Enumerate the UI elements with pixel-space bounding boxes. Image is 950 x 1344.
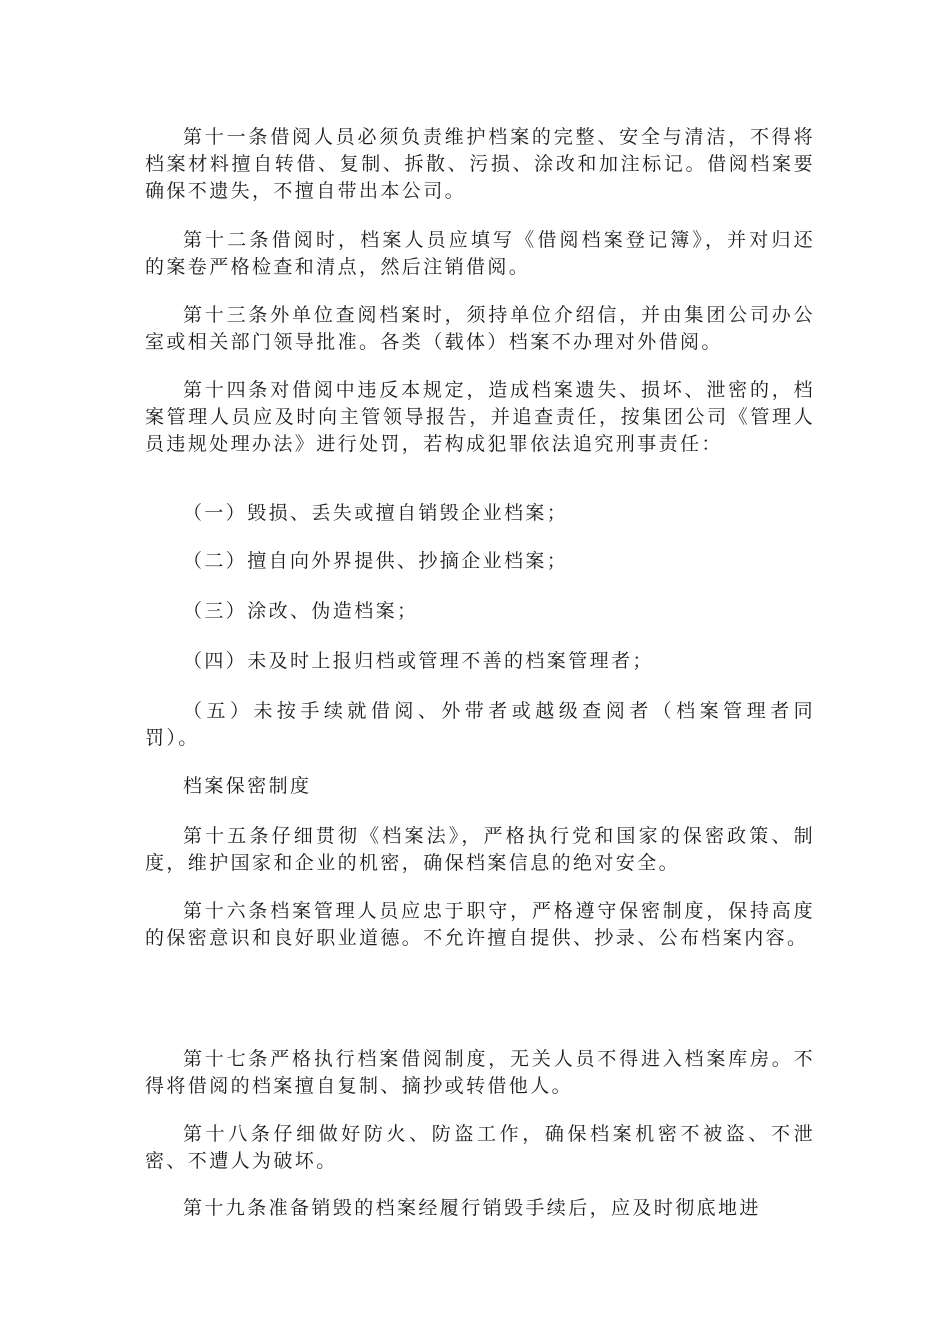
article-15-paragraph: 第十五条仔细贯彻《档案法》，严格执行党和国家的保密政策、制度，维护国家和企业的机密，确保档案信息的绝对安全。 — [145, 825, 815, 874]
list-item-1: （一）毁损、丢失或擅自销毁企业档案； — [183, 502, 569, 524]
list-item-2: （二）擅自向外界提供、抄摘企业档案； — [183, 550, 569, 572]
list-item-4: （四）未及时上报归档或管理不善的档案管理者； — [183, 650, 654, 672]
article-19-paragraph: 第十九条准备销毁的档案经履行销毁手续后，应及时彻底地进 — [183, 1197, 761, 1219]
article-16-paragraph: 第十六条档案管理人员应忠于职守，严格遵守保密制度，保持高度的保密意识和良好职业道德。不允许擅自提供、抄录、公布档案内容。 — [145, 900, 815, 949]
section-heading: 档案保密制度 — [183, 775, 312, 797]
list-item-5: （五）未按手续就借阅、外带者或越级查阅者（档案管理者同罚）。 — [145, 700, 815, 749]
article-13-paragraph: 第十三条外单位查阅档案时，须持单位介绍信，并由集团公司办公室或相关部门领导批准。各类（载体）档案不办理对外借阅。 — [145, 304, 815, 353]
article-18-paragraph: 第十八条仔细做好防火、防盗工作，确保档案机密不被盗、不泄密、不遭人为破坏。 — [145, 1123, 815, 1172]
article-11-paragraph: 第十一条借阅人员必须负责维护档案的完整、安全与清洁，不得将档案材料擅自转借、复制、拆散、污损、涂改和加注标记。借阅档案要确保不遗失，不擅自带出本公司。 — [145, 126, 815, 202]
article-17-paragraph: 第十七条严格执行档案借阅制度，无关人员不得进入档案库房。不得将借阅的档案擅自复制、摘抄或转借他人。 — [145, 1048, 815, 1097]
list-item-3: （三）涂改、伪造档案； — [183, 600, 419, 622]
article-12-paragraph: 第十二条借阅时，档案人员应填写《借阅档案登记簿》，并对归还的案卷严格检查和清点，然后注销借阅。 — [145, 229, 815, 278]
article-14-paragraph: 第十四条对借阅中违反本规定，造成档案遗失、损坏、泄密的，档案管理人员应及时向主管领导报告，并追查责任，按集团公司《管理人员违规处理办法》进行处罚，若构成犯罪依法追究刑事责任： — [145, 379, 815, 455]
